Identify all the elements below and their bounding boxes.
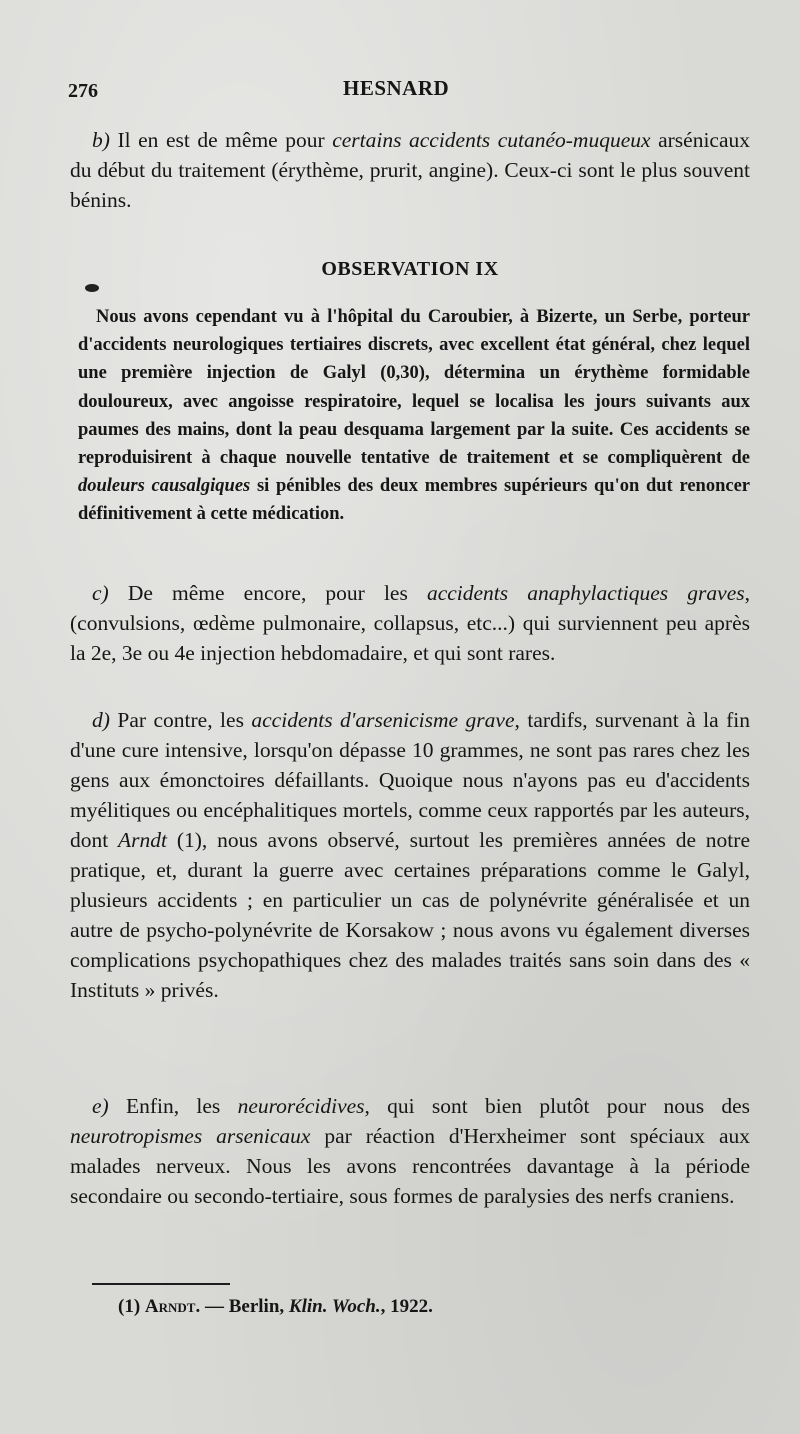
italic-phrase: accidents anaphylactiques graves xyxy=(426,581,745,605)
observation-text-part: Nous avons cependant vu à l'hôpital du Caroubier, à Bizerte, un Serbe, porteur d'accidents neurologiques tertiaires discrets, avec excellent état général, chez lequel une première injection de Galyl (0,30), détermina un érythème formidable douloureux, avec angoisse respiratoire, lequel se localisa les jours suivants aux paumes des mains, dont la peau desquama largement par la suite. Ces accidents se reproduisirent à chaque nouvelle tentative de traitement et se compliquèrent de xyxy=(78,307,750,469)
italic-author: Arndt xyxy=(118,828,168,852)
paragraph-text: De même encore, pour les xyxy=(108,581,427,605)
italic-phrase: douleurs causalgiques xyxy=(78,476,251,497)
paragraph-b xyxy=(70,125,750,215)
paragraph-text: par réaction d'Herxheimer sont spéciaux aux malades nerveux. Nous les avons rencontrées davantage à la période secondaire ou secondo-tertiaire, sous formes de paralysies des nerfs craniens. xyxy=(70,1124,750,1208)
paragraph-text: , tardifs, survenant à la fin d'une cure intensive, lorsqu'on dépasse 10 grammes, ne sont pas rares chez les gens aux émonctoires défaillants. Quoique nous n'ayons pas eu d'accidents myélitiques ou encéphalitiques mortels, comme ceux rapportés par les auteurs, dont xyxy=(70,708,751,852)
footnote-text: — Berlin, xyxy=(200,1296,289,1317)
observation-title: OBSERVATION IX xyxy=(321,258,499,280)
paragraph-label: b) xyxy=(92,128,110,152)
paragraph-text: Par contre, les xyxy=(109,708,252,732)
paragraph-text: Enfin, les xyxy=(108,1094,238,1118)
footnote-journal: Klin. Woch. xyxy=(288,1296,381,1317)
footnote xyxy=(118,1296,433,1318)
observation-text xyxy=(78,303,750,529)
paragraph-label: c) xyxy=(92,581,109,605)
paragraph-text: Il en est de même pour xyxy=(109,128,333,152)
paragraph-text: (1), nous avons observé, surtout les premières années de notre pratique, et, durant la guerre avec certaines préparations comme le Galyl, plusieurs accidents ; en particulier un cas de polynévrite généralisée et un autre de psycho-polynévrite de Korsakow ; nous avons vu également diverses complications psychopathiques chez des malades traités sans soin dans des « Instituts » privés. xyxy=(70,828,750,1002)
page-header xyxy=(68,74,748,106)
paragraph-label: d) xyxy=(92,708,110,732)
paragraph-text: , (convulsions, œdème pulmonaire, collapsus, etc...) qui surviennent peu après la 2e, 3e ou 4e injection hebdomadaire, et qui sont rares. xyxy=(70,581,750,665)
italic-phrase: accidents d'arsenicisme grave xyxy=(251,708,515,732)
paragraph-d xyxy=(70,705,750,1005)
page-number: 276 xyxy=(68,80,98,102)
running-head: HESNARD xyxy=(343,76,450,100)
ink-mark xyxy=(85,284,99,292)
paragraph-text: , qui sont bien plutôt pour nous des xyxy=(364,1094,751,1118)
italic-phrase: neurorécidives xyxy=(237,1094,365,1118)
footnote-author: Arndt. xyxy=(144,1296,201,1317)
footnote-divider xyxy=(92,1283,230,1285)
footnote-text: , 1922. xyxy=(380,1296,433,1317)
paragraph-c xyxy=(70,578,750,668)
paragraph-label: e) xyxy=(92,1094,109,1118)
italic-phrase: neurotropismes arsenicaux xyxy=(70,1124,311,1148)
footnote-marker: (1) xyxy=(118,1296,141,1317)
italic-phrase: certains accidents cutanéo-muqueux xyxy=(332,128,651,152)
observation-text-part: si pénibles des deux membres supérieurs qu'on dut renoncer définitivement à cette médication. xyxy=(78,476,750,525)
paragraph-e xyxy=(70,1091,750,1211)
paragraph-text: arsénicaux du début du traitement (érythème, prurit, angine). Ceux-ci sont le plus souvent bénins. xyxy=(70,128,750,212)
